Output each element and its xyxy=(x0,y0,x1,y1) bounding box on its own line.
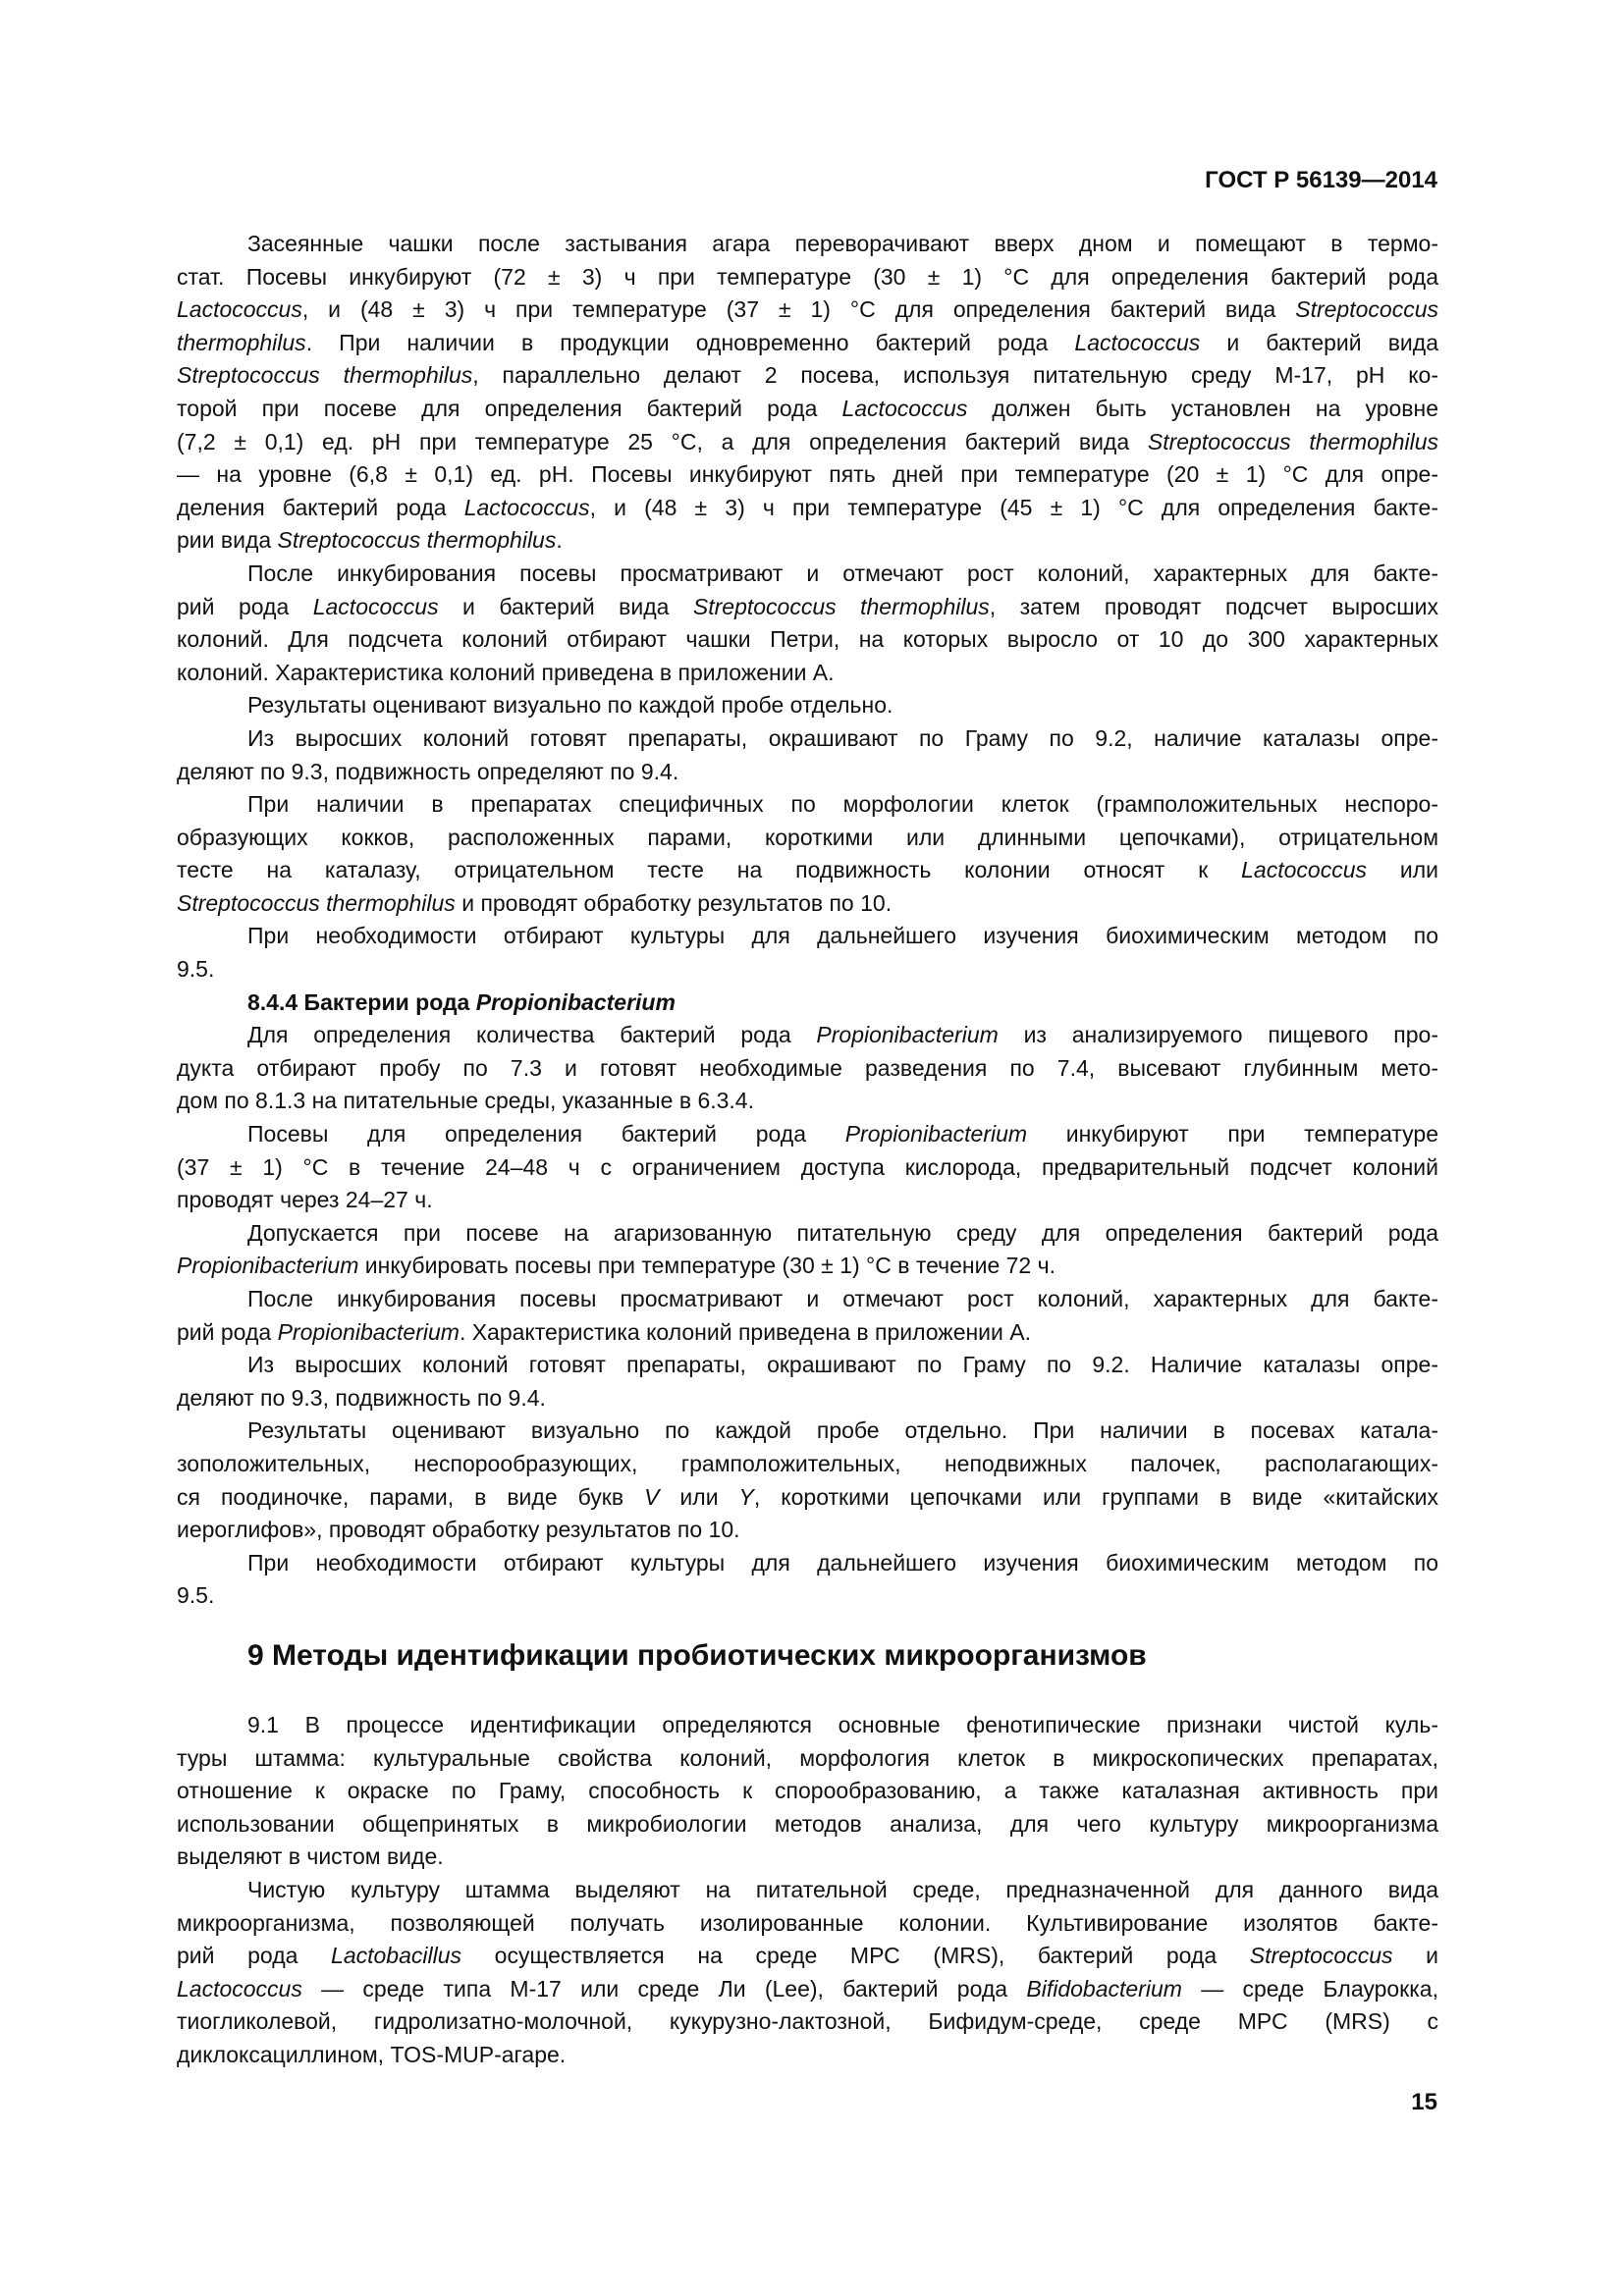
paragraph xyxy=(177,1874,1438,2072)
text-line xyxy=(177,1808,1438,1842)
text-run: деляют по 9.3, подвижность по 9.4. xyxy=(177,1384,546,1411)
italic-term: Streptococcus thermophilus xyxy=(277,527,557,554)
text-line xyxy=(177,1151,1438,1185)
text-line xyxy=(177,788,1438,822)
text-line xyxy=(177,1415,1438,1448)
text-run: Допускается при посеве на агаризованную питательную среду для определения бактерий рода xyxy=(247,1219,1438,1246)
text-line xyxy=(177,2005,1438,2039)
text-line xyxy=(177,1907,1438,1941)
paragraph xyxy=(177,722,1438,788)
text-line xyxy=(177,1085,1438,1118)
text-line xyxy=(177,756,1438,789)
italic-term: Lactococcus xyxy=(1074,329,1201,355)
paragraph xyxy=(177,689,1438,722)
text-line xyxy=(177,2039,1438,2072)
paragraph xyxy=(177,1415,1438,1546)
text-run: и бактерий вида xyxy=(438,593,693,619)
text-run: осуществляется на среде МРС (MRS), бактерий рода xyxy=(461,1943,1250,1969)
text-run: При наличии в препаратах специфичных по морфологии клеток (грамположительных неспоро- xyxy=(247,791,1438,818)
text-run: Из выросших колоний готовят препараты, окрашивают по Граму по 9.2. Наличие каталазы опре- xyxy=(247,1352,1438,1378)
text-run: и бактерий вида xyxy=(1200,329,1438,355)
text-run: рий рода xyxy=(177,1943,332,1969)
text-line xyxy=(177,722,1438,756)
italic-term: Lactococcus xyxy=(177,1975,302,2002)
italic-term: Lactobacillus xyxy=(331,1943,462,1969)
text-line xyxy=(177,228,1438,261)
text-run: Результаты оценивают визуально по каждой пробе отдельно. При наличии в посевах катала- xyxy=(247,1417,1438,1444)
text-run: стат. Посевы инкубируют (72 ± 3) ч при температуре (30 ± 1) °С для определения бактерий рода xyxy=(177,263,1438,290)
text-run: Чистую культуру штамма выделяют на питательной среде, предназначенной для данного вида xyxy=(247,1876,1438,1902)
text-line xyxy=(177,1283,1438,1316)
text-line xyxy=(177,458,1438,492)
text-line xyxy=(177,393,1438,426)
text-run: Посевы для определения бактерий рода xyxy=(247,1121,845,1148)
text-line xyxy=(177,1382,1438,1415)
italic-term: Propionibacterium xyxy=(844,1121,1028,1148)
text-block-section-9 xyxy=(177,1709,1438,2072)
text-line xyxy=(177,854,1438,887)
text-line xyxy=(177,689,1438,722)
text-run: торой при посеве для определения бактерий рода xyxy=(177,395,842,421)
text-run: . При наличии в продукции одновременно бактерий рода xyxy=(305,329,1075,355)
text-run: Засеянные чашки после застывания агара переворачивают вверх дном и помещают в термо- xyxy=(247,231,1438,256)
text-run: отношение к окраске по Граму, способность к спорообразованию, а также каталазная активность при xyxy=(177,1778,1438,1804)
text-line xyxy=(177,558,1438,591)
text-run: дукта отбирают пробу по 7.3 и готовят необходимые разведения по 7.4, высевают глубинным мето- xyxy=(177,1054,1438,1081)
text-line xyxy=(177,1579,1438,1613)
text-line xyxy=(177,1316,1438,1350)
text-run: дом по 8.1.3 на питательные среды, указанные в 6.3.4. xyxy=(177,1088,754,1114)
paragraph xyxy=(177,228,1438,558)
text-line xyxy=(177,1052,1438,1086)
italic-term: Lactococcus xyxy=(1241,857,1367,883)
paragraph xyxy=(177,1118,1438,1217)
text-line xyxy=(177,524,1438,558)
section-title: 9 Методы идентификации пробиотических микроорганизмов xyxy=(247,1639,1147,1672)
text-run: , и (48 ± 3) ч при температуре (37 ± 1) °С для определения бактерий вида xyxy=(301,296,1296,323)
document-code-header: ГОСТ Р 56139—2014 xyxy=(1205,167,1437,193)
text-run: тесте на каталазу, отрицательном тесте на подвижность колонии относят к xyxy=(177,857,1242,883)
text-line xyxy=(177,1709,1438,1742)
text-run: деления бактерий рода xyxy=(177,494,464,520)
paragraph xyxy=(177,788,1438,920)
text-line xyxy=(177,1118,1438,1151)
italic-term: Streptococcus thermophilus xyxy=(1147,428,1438,454)
italic-term: Streptococcus xyxy=(1295,296,1438,323)
text-line xyxy=(177,261,1438,294)
text-run: При необходимости отбирают культуры для дальнейшего изучения биохимическим методом по xyxy=(247,923,1438,949)
text-line xyxy=(177,887,1438,921)
italic-term: thermophilus xyxy=(177,329,306,355)
italic-term: Propionibacterium xyxy=(177,1253,359,1279)
text-line xyxy=(177,1184,1438,1217)
text-line xyxy=(177,1217,1438,1251)
text-line xyxy=(177,1514,1438,1547)
text-run: образующих кокков, расположенных парами, короткими или длинными цепочками), отрицательном xyxy=(177,824,1438,850)
text-run: инкубируют при температуре xyxy=(1027,1121,1438,1148)
text-run: . Характеристика колоний приведена в приложении А. xyxy=(459,1318,1032,1345)
page-number: 15 xyxy=(1411,2089,1437,2115)
text-line xyxy=(177,1874,1438,1907)
text-run: При необходимости отбирают культуры для дальнейшего изучения биохимическим методом по xyxy=(247,1549,1438,1575)
paragraph xyxy=(177,920,1438,986)
text-run: рии вида xyxy=(177,527,278,554)
text-run: (37 ± 1) °С в течение 24–48 ч с ограничением доступа кислорода, предварительный подсчет колоний xyxy=(177,1153,1438,1180)
text-run: инкубировать посевы при температуре (30 ± 1) °С в течение 72 ч. xyxy=(358,1253,1056,1279)
text-run: ся поодиночке, парами, в виде букв xyxy=(177,1483,645,1510)
text-run: рий рода xyxy=(177,593,313,619)
italic-term: Lactococcus xyxy=(177,296,302,323)
text-line xyxy=(177,920,1438,953)
text-run: и xyxy=(1392,1943,1438,1969)
paragraph xyxy=(177,558,1438,689)
paragraph xyxy=(177,1019,1438,1118)
text-block-section-8 xyxy=(177,228,1438,1613)
text-run: туры штамма: культуральные свойства колоний, морфология клеток в микроскопических препаратах, xyxy=(177,1744,1438,1771)
text-run: 9.5. xyxy=(177,956,215,983)
text-line xyxy=(177,953,1438,987)
text-run: или xyxy=(659,1483,739,1510)
text-run: . xyxy=(556,527,563,554)
text-line xyxy=(177,1973,1438,2006)
italic-term: Propionibacterium xyxy=(475,988,676,1015)
text-run: 9.5. xyxy=(177,1582,215,1609)
italic-term: Propionibacterium xyxy=(816,1022,999,1048)
text-line xyxy=(177,1940,1438,1973)
text-run: — среде Блаурокка, xyxy=(1181,1975,1438,2002)
italic-term: Y xyxy=(738,1483,754,1510)
text-line xyxy=(177,359,1438,393)
italic-term: V xyxy=(644,1483,660,1510)
text-run: выделяют в чистом виде. xyxy=(177,1843,444,1870)
text-run: или xyxy=(1367,857,1438,883)
text-run: 9.1 В процессе идентификации определяются основные фенотипические признаки чистой куль- xyxy=(247,1712,1438,1737)
text-run: использовании общепринятых в микробиологии методов анализа, для чего культуру микроорганизма xyxy=(177,1810,1438,1837)
text-run: колоний. Для подсчета колоний отбирают чашки Петри, на которых выросло от 10 до 300 характерных xyxy=(177,626,1438,653)
text-line xyxy=(177,1349,1438,1382)
italic-term: Bifidobacterium xyxy=(1026,1975,1182,2002)
text-run: 8.4.4 Бактерии рода xyxy=(247,988,476,1015)
text-line xyxy=(177,294,1438,327)
text-run: рий рода xyxy=(177,1318,278,1345)
italic-term: Lactococcus xyxy=(463,494,590,520)
paragraph xyxy=(177,1547,1438,1613)
paragraph xyxy=(177,1217,1438,1283)
text-line xyxy=(177,822,1438,855)
italic-term: Streptococcus thermophilus xyxy=(177,362,473,389)
italic-term: Lactococcus xyxy=(841,395,968,421)
text-run: Результаты оценивают визуально по каждой пробе отдельно. xyxy=(247,692,893,719)
text-line xyxy=(177,657,1438,690)
text-line xyxy=(177,1019,1438,1052)
paragraph xyxy=(177,1283,1438,1349)
text-run: После инкубирования посевы просматривают и отмечают рост колоний, характерных для бакте- xyxy=(247,560,1438,586)
text-line xyxy=(177,1742,1438,1776)
subsection-heading xyxy=(177,987,1438,1020)
text-line xyxy=(177,327,1438,360)
text-line xyxy=(177,591,1438,624)
text-run: , и (48 ± 3) ч при температуре (45 ± 1) °С для определения бакте- xyxy=(589,494,1438,520)
text-run: тиогликолевой, гидролизатно-молочной, кукурузно-лактозной, Бифидум-среде, среде МРС (MRS) с xyxy=(177,2008,1438,2035)
italic-term: Lactococcus xyxy=(312,593,439,619)
text-run: (7,2 ± 0,1) ед. рН при температуре 25 °С, а для определения бактерий вида xyxy=(177,428,1148,454)
text-run: Для определения количества бактерий рода xyxy=(247,1022,817,1048)
text-run: должен быть установлен на уровне xyxy=(967,395,1438,421)
text-run: из анализируемого пищевого про- xyxy=(998,1022,1438,1048)
text-run: зоположительных, неспорообразующих, грамположительных, неподвижных палочек, располагающих- xyxy=(177,1450,1438,1476)
italic-term: Streptococcus thermophilus xyxy=(692,593,990,619)
text-run: , параллельно делают 2 посева, используя питательную среду М-17, рН ко- xyxy=(472,362,1438,389)
text-run: колоний. Характеристика колоний приведена в приложении А. xyxy=(177,659,835,685)
text-run: проводят через 24–27 ч. xyxy=(177,1187,433,1213)
italic-term: Propionibacterium xyxy=(277,1318,460,1345)
text-run: , короткими цепочками или группами в виде «китайских xyxy=(753,1483,1438,1510)
text-run: диклоксациллином, TOS-MUP-агаре. xyxy=(177,2041,567,2067)
text-run: — на уровне (6,8 ± 0,1) ед. рН. Посевы инкубируют пять дней при температуре (20 ± 1) °С для опре- xyxy=(177,461,1438,488)
italic-term: Streptococcus xyxy=(1249,1943,1393,1969)
text-line xyxy=(177,987,1438,1020)
text-line xyxy=(177,492,1438,525)
text-run: деляют по 9.3, подвижность определяют по 9.4. xyxy=(177,758,679,784)
text-line xyxy=(177,1481,1438,1515)
paragraph xyxy=(177,1709,1438,1874)
paragraph xyxy=(177,1349,1438,1415)
text-line xyxy=(177,623,1438,657)
text-run: микроорганизма, позволяющей получать изолированные колонии. Культивирование изолятов бакте- xyxy=(177,1909,1438,1936)
text-line xyxy=(177,426,1438,459)
text-run: После инкубирования посевы просматривают и отмечают рост колоний, характерных для бакте- xyxy=(247,1286,1438,1311)
text-line xyxy=(177,1250,1438,1283)
text-run: , затем проводят подсчет выросших xyxy=(989,593,1439,619)
text-run: и проводят обработку результатов по 10. xyxy=(455,889,893,916)
text-line xyxy=(177,1547,1438,1580)
text-run: — среде типа М-17 или среде Ли (Lee), бактерий рода xyxy=(301,1975,1027,2002)
text-run: иероглифов», проводят обработку результатов по 10. xyxy=(177,1517,740,1543)
italic-term: Streptococcus thermophilus xyxy=(177,889,456,916)
text-run: Из выросших колоний готовят препараты, окрашивают по Граму по 9.2, наличие каталазы опре- xyxy=(247,724,1438,751)
text-line xyxy=(177,1775,1438,1808)
text-line xyxy=(177,1448,1438,1481)
text-line xyxy=(177,1841,1438,1874)
